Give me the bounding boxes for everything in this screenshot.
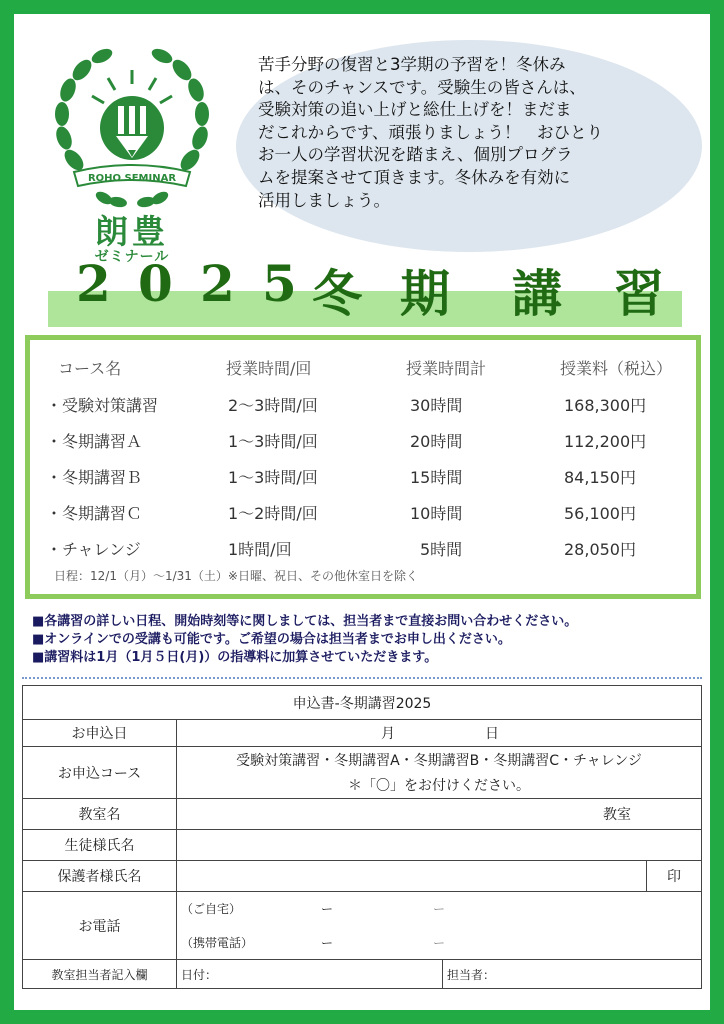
header-total: 授業時間計: [406, 359, 487, 378]
info-note: ■各講習の詳しい日程、開始時刻等に関しましては、担当者まで直接お問い合わせください。: [32, 614, 578, 629]
header-course-name: コース名: [58, 359, 122, 378]
form-title: 申込書-冬期講習2025: [23, 686, 702, 720]
intro-line: 受験対策の追い上げと総仕上げを！まだま: [258, 100, 572, 120]
title-char: 5: [262, 254, 297, 313]
home-phone-field[interactable]: [177, 892, 702, 926]
course-per-session: 1～2時間/回: [228, 504, 318, 523]
course-row: [30, 393, 696, 423]
date-label: お申込日: [23, 720, 177, 747]
classroom-suffix: 教室: [603, 807, 631, 823]
staff-area: [177, 960, 702, 989]
course-row: [30, 429, 696, 459]
title-char: 2: [200, 254, 235, 313]
course-per-session: 1～3時間/回: [228, 468, 318, 487]
cut-line-divider: [22, 677, 702, 679]
course-row: [30, 537, 696, 567]
info-note: ■オンラインでの受講も可能です。ご希望の場合は担当者までお申し出ください。: [32, 632, 511, 647]
application-form: [22, 685, 702, 989]
mobile-phone-field[interactable]: [177, 926, 702, 960]
course-per-session: 1～3時間/回: [228, 432, 318, 451]
intro-line: 活用しましょう。: [258, 190, 390, 210]
laurel-pencil-emblem-icon: [52, 40, 212, 210]
course-total: 20時間: [410, 432, 463, 451]
title-char: 2: [76, 254, 111, 313]
classroom-label: 教室名: [23, 799, 177, 830]
mobile-phone-label: （携帯電話）: [181, 935, 254, 950]
course-total: 5時間: [420, 540, 463, 559]
title-char: 習: [614, 264, 664, 323]
course-fee: 84,150円: [564, 468, 636, 487]
course-per-session: 1時間/回: [228, 540, 292, 559]
intro-line: 苦手分野の復習と3学期の予習を！冬休み: [258, 55, 566, 74]
header-fee: 授業料（税込）: [560, 359, 673, 378]
course-name: ・受験対策講習: [46, 396, 159, 415]
guardian-name-label: 保護者様氏名: [23, 861, 177, 892]
course-options-field[interactable]: 受験対策講習・冬期講習A・冬期講習B・冬期講習C・チャレンジ: [177, 747, 702, 773]
staff-date-field[interactable]: 日付：: [177, 960, 443, 988]
seal-box: 印: [647, 861, 702, 892]
intro-line: お一人の学習状況を踏まえ、個別プログラ: [258, 145, 573, 165]
staff-area-label: 教室担当者記入欄: [23, 960, 177, 989]
phone-label: お電話: [23, 892, 177, 960]
staff-name-field[interactable]: 担当者：: [447, 968, 496, 982]
course-total: 15時間: [410, 468, 463, 487]
title-char: 講: [512, 264, 562, 323]
home-phone-dash-2: ー: [433, 902, 446, 917]
course-hint: ＊「〇」をお付けください。: [177, 773, 702, 799]
mobile-phone-dash-2: ー: [433, 935, 446, 950]
course-table: [25, 335, 701, 599]
page-title: [54, 254, 694, 324]
title-char: 冬: [312, 264, 362, 323]
home-phone-label: （ご自宅）: [181, 902, 242, 917]
header-per-session: 授業時間/回: [226, 359, 312, 378]
logo-kanji: 朗豊: [95, 212, 169, 251]
roho-seminar-logo: [52, 40, 212, 270]
course-total: 30時間: [410, 396, 463, 415]
guardian-name-field[interactable]: [177, 861, 647, 892]
intro-text: [258, 54, 678, 212]
course-fee: 28,050円: [564, 540, 636, 559]
course-header-row: [30, 356, 696, 386]
home-phone-dash: ー: [321, 902, 334, 917]
intro-line: だこれからです、頑張りましょう！ おひとり: [258, 122, 604, 142]
course-name: ・冬期講習Ａ: [46, 432, 143, 451]
flyer-sheet: [14, 14, 710, 1010]
application-date-field[interactable]: [177, 720, 702, 747]
course-fee: 56,100円: [564, 504, 636, 523]
title-char: 0: [138, 254, 173, 313]
intro-line: は、そのチャンスです。受験生の皆さんは、: [258, 77, 586, 97]
info-notes: [32, 613, 577, 667]
logo-ring-text: ROHO SEMINAR: [87, 173, 177, 184]
month-label: 月: [381, 726, 395, 742]
intro-line: ムを提案させて頂きます。冬休みを有効に: [258, 167, 571, 187]
classroom-field[interactable]: [177, 799, 702, 830]
course-total: 10時間: [410, 504, 463, 523]
mobile-phone-dash: ー: [321, 935, 334, 950]
student-name-label: 生徒様氏名: [23, 830, 177, 861]
title-char: 期: [400, 264, 450, 323]
course-label: お申込コース: [23, 747, 177, 799]
course-fee: 112,200円: [564, 432, 647, 451]
logo-subtitle: ゼミナール: [94, 249, 170, 265]
course-per-session: 2～3時間/回: [228, 396, 318, 415]
schedule-note: 日程：12/1（月）～1/31（土）※日曜、祝日、その他休室日を除く: [54, 569, 418, 583]
course-name: ・チャレンジ: [46, 540, 141, 559]
course-row: [30, 501, 696, 531]
day-label: 日: [485, 726, 499, 742]
course-fee: 168,300円: [564, 396, 647, 415]
course-name: ・冬期講習Ｃ: [46, 504, 143, 523]
course-name: ・冬期講習Ｂ: [46, 468, 143, 487]
course-row: [30, 465, 696, 495]
student-name-field[interactable]: [177, 830, 702, 861]
info-note: ■講習料は1月（1月５日(月)）の指導料に加算させていただきます。: [32, 650, 438, 665]
